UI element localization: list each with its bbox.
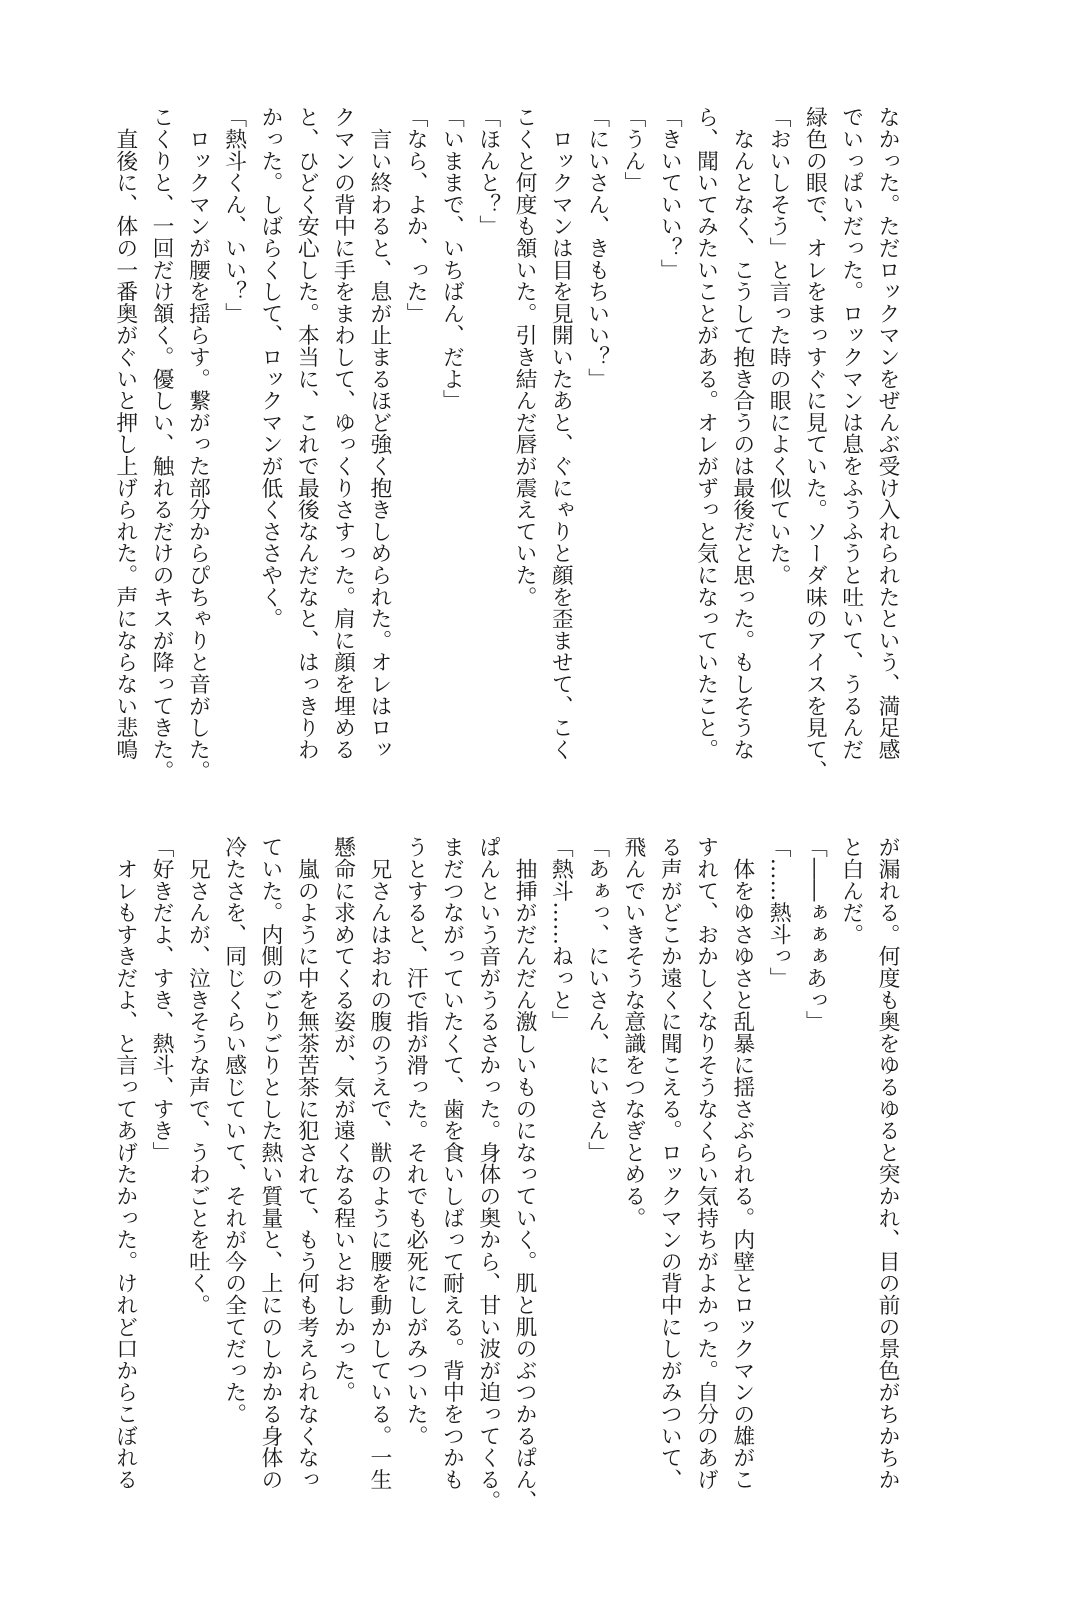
text-line: 飛んでいきそうな意識をつなぎとめる。 bbox=[620, 836, 646, 1229]
text-line: 体をゆさゆさと乱暴に揺さぶられる。内壁とロックマンの雄がこ bbox=[729, 836, 755, 1490]
text-line: 抽挿がだんだん激しいものになっていく。肌と肌のぶつかるぱん、 bbox=[512, 836, 538, 1512]
text-line: ていた。内側のごりごりとした熱い質量と、上にのしかかる身体の bbox=[257, 836, 283, 1490]
text-line: こくと何度も頷いた。引き結んだ唇が震えていた。 bbox=[512, 106, 538, 608]
text-line: 「いままで、いちばん、だよ」 bbox=[439, 106, 465, 412]
text-line: でいっぱいだった。ロックマンは息をふうふうと吐いて、うるんだ bbox=[838, 106, 864, 760]
text-line: 「好きだよ、すき、熱斗、すき」 bbox=[149, 836, 175, 1163]
text-line: が漏れる。何度も奥をゆるゆると突かれ、目の前の景色がちかちか bbox=[875, 836, 900, 1490]
text-line: 「うん」 bbox=[620, 106, 646, 194]
text-line: ロックマンが腰を揺らす。繋がった部分からぴちゃりと音がした。 bbox=[185, 106, 211, 782]
text-line: 「きいていい？」 bbox=[657, 106, 683, 281]
text-line: ら、聞いてみたいことがある。オレがずっと気になっていたこと。 bbox=[693, 106, 719, 760]
text-line: と白んだ。 bbox=[838, 836, 864, 945]
text-line: 「――ぁぁぁあっ」 bbox=[802, 836, 828, 1033]
text-line: 「あぁっ、にいさん、にいさん」 bbox=[584, 836, 610, 1163]
text-line: なんとなく、こうして抱き合うのは最後だと思った。もしそうな bbox=[729, 106, 755, 760]
text-line: 「にいさん、きもちいい？」 bbox=[584, 106, 610, 390]
text-line: すれて、おかしくなりそうなくらい気持ちがよかった。自分のあげ bbox=[693, 836, 719, 1490]
text-line: うとすると、汗で指が滑った。それでも必死にしがみついた。 bbox=[403, 836, 429, 1447]
text-line: る声がどこか遠くに聞こえる。ロックマンの背中にしがみついて、 bbox=[657, 836, 683, 1490]
text-line: まだつながっていたくて、歯を食いしばって耐える。背中をつかも bbox=[439, 836, 465, 1490]
text-line: と、ひどく安心した。本当に、これで最後なんだなと、はっきりわ bbox=[294, 106, 320, 760]
text-line: 直後に、体の一番奥がぐいと押し上げられた。声にならない悲鳴 bbox=[112, 106, 138, 760]
text-line: 「おいしそう」と言った時の眼によく似ていた。 bbox=[766, 106, 792, 586]
text-line: 「熱斗くん、いい？」 bbox=[221, 106, 247, 324]
text-line: かった。しばらくして、ロックマンが低くささやく。 bbox=[257, 106, 283, 630]
text-line: 懸命に求めてくる姿が、気が遠くなる程いとおしかった。 bbox=[330, 836, 356, 1403]
text-line: なかった。ただロックマンをぜんぶ受け入れられたという、満足感 bbox=[875, 106, 900, 760]
text-line: 「ほんと？」 bbox=[475, 106, 501, 237]
text-line: 兄さんが、泣きそうな声で、うわごとを吐く。 bbox=[185, 836, 211, 1316]
text-line: 「なら、よか、った」 bbox=[403, 106, 429, 324]
text-line: 緑色の眼で、オレをまっすぐに見ていた。ソーダ味のアイスを見て、 bbox=[802, 106, 828, 782]
text-line: クマンの背中に手をまわして、ゆっくりさすった。肩に顔を埋める bbox=[330, 106, 356, 760]
text-line: 言い終わると、息が止まるほど強く抱きしめられた。オレはロッ bbox=[366, 106, 392, 760]
text-line: 兄さんはおれの腹のうえで、獣のように腰を動かしている。一生 bbox=[366, 836, 392, 1490]
text-line: こくりと、一回だけ頷く。優しい、触れるだけのキスが降ってきた。 bbox=[149, 106, 175, 782]
text-block-top bbox=[105, 106, 905, 782]
text-line: ロックマンは目を見開いたあと、ぐにゃりと顔を歪ませて、こく bbox=[548, 106, 574, 760]
text-block-bottom bbox=[105, 836, 905, 1512]
text-line: 嵐のように中を無茶苦茶に犯されて、もう何も考えられなくなっ bbox=[294, 836, 320, 1490]
text-line: 「……熱斗っ」 bbox=[766, 836, 792, 989]
text-line: オレもすきだよ、と言ってあげたかった。けれど口からこぼれる bbox=[112, 836, 138, 1490]
text-line: 冷たさを、同じくらい感じていて、それが今の全てだった。 bbox=[221, 836, 247, 1425]
text-line: ぱんという音がうるさかった。身体の奥から、甘い波が迫ってくる。 bbox=[475, 836, 501, 1512]
text-line: 「熱斗……ねっと」 bbox=[548, 836, 574, 1033]
